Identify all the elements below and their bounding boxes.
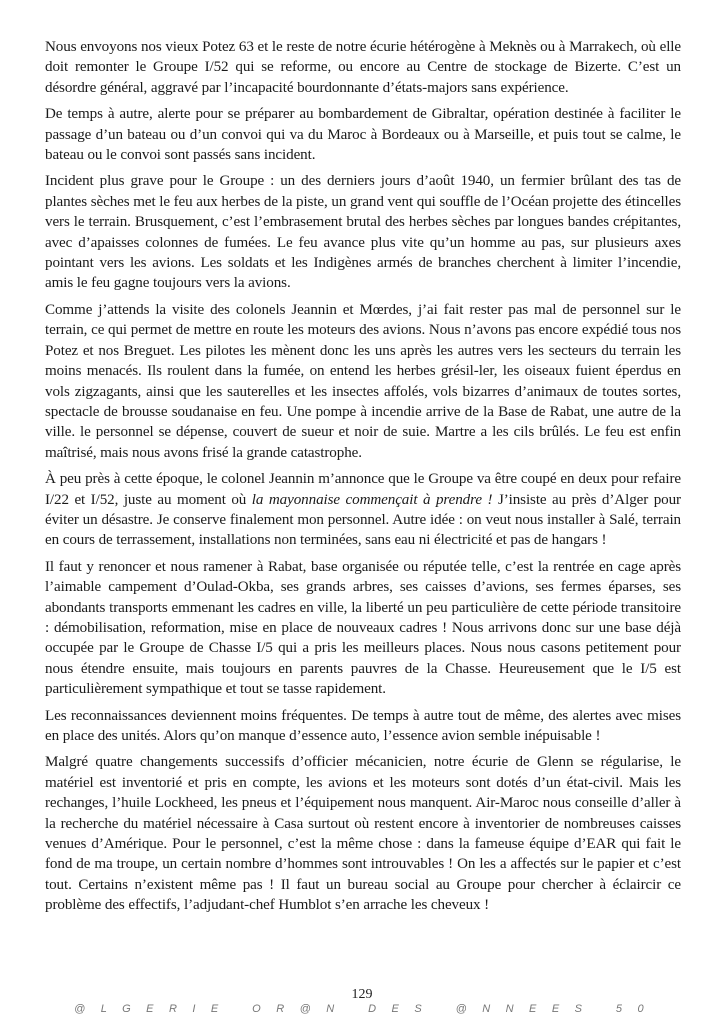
document-body: [45, 37, 681, 922]
footer-watermark: @ L G E R I E O R @ N D E S @ N N E E S 5 0: [74, 1003, 650, 1015]
paragraph-3: Incident plus grave pour le Groupe : un des derniers jours d’août 1940, un fermier brûlant des tas de plantes sèches met le feu aux herbes de la piste, un grand vent qui souffle de l’Océan projette des étincelles vers le terrain. Brusquement, c’est l’embrasement brutal des herbes sèches par longues bandes crépitantes, avec d’apaisses colonnes de fumées. Le feu avance plus vite qu’un homme au pas, sur plusieurs axes pointant vers les avions. Les soldats et les Indigènes armés de branches cherchent à limiter l’incendie, amis le feu gagne toujours vers la avions.: [45, 173, 681, 292]
paragraph-8: Malgré quatre changements successifs d’officier mécanicien, notre écurie de Glenn se régularise, le matériel est inventorié et pris en compte, les avions et les moteurs sont dotés d’un état-civil. Mais les rechanges, l’huile Lockheed, les pneus et l’équipement nous manquent. Air-Maroc nous conseille d’aller à la recherche du matériel nécessaire à Casa surtout où restent encore à inventorier de nombreuses caisses venues d’Amérique. Pour le personnel, c’est la même chose : dans la fameuse équipe d’EAR qui fait le fond de ma troupe, un certain nombre d’hommes sont introuvables ! On les a affectés sur le papier et c’est tout. Certains n’existent même pas ! Il faut un bureau social au Groupe pour chercher à éclaircir ce problème des effectifs, l’adjudant-chef Humblot s’en arrache les cheveux !: [45, 754, 681, 914]
paragraph-2: De temps à autre, alerte pour se préparer au bombardement de Gibraltar, opération destinée à faciliter le passage d’un bateau ou d’un convoi qui va du Maroc à Bordeaux ou à Marseille, et puis tout se calme, le bateau ou le convoi sont passés sans incident.: [45, 106, 681, 164]
paragraph-5-italic-quote: la mayonnaise commençait à prendre !: [251, 491, 493, 508]
paragraph-4: Comme j’attends la visite des colonels Jeannin et Mœrdes, j’ai fait rester pas mal de personnel sur le terrain, ce qui permet de mettre en route les moteurs des avions. Nous n’avons pas encore expédié tous nos Potez et nos Breguet. Les pilotes les mènent donc les uns après les autres vers les secteurs du terrain les moins menacés. Ils roulent dans la fumée, on entend les herbes grésil-ler, les oiseaux fuient éperdus en vols zigzagants, ainsi que les sauterelles et les insectes affolés, vols bizarres d’animaux de toutes sortes, spectacle de brousse soudanaise en feu. Une pompe à incendie arrive de la Base de Rabat, une autre de la ville. le personnel se dépense, couvert de sueur et noir de suie. Martre a les cils brûlés. Le feu est enfin maîtrisé, mais nous avons frisé la grande catastrophe.: [45, 301, 681, 461]
paragraph-1: Nous envoyons nos vieux Potez 63 et le reste de notre écurie hétérogène à Meknès ou à Marrakech, où elle doit remonter le Groupe I/52 qui se reforme, ou encore au Centre de stockage de Bizerte. C’est un désordre général, aggravé par l’incapacité bourdonnante d’états-majors sans expérience.: [45, 39, 681, 96]
page-number: 129: [351, 987, 373, 1002]
paragraph-5-text-after: J’insiste au près d’Alger pour éviter un désastre. Je conserve finalement mon personnel. Autre idée : on veut nous installer à Salé, terrain en cours de terrassement, installations non terminées, sans eau ni électricité et pas de hangars !: [45, 491, 681, 549]
paragraph-6: Il faut y renoncer et nous ramener à Rabat, base organisée ou réputée telle, c’est la rentrée en cage après l’aimable campement d’Oulad-Okba, ses grands arbres, ses caisses d’avions, ses fermes éparses, ses abondants transports emmenant les cadres en ville, la liberté un peu particulière de cette période transitoire : démobilisation, reformation, mise en place de nouveaux cadres ! Nous arrivons donc sur une base déjà occupée par le Groupe de Chasse I/5 qui a pris les meilleurs places. Nous nous casons petitement pour nous étendre ensuite, mais toujours en parents pauvres de la Chasse. Heureusement que le I/5 est particulièrement sympathique et tout se tasse rapidement.: [45, 558, 681, 698]
paragraph-5: [45, 469, 681, 551]
paragraph-5-text-before: À peu près à cette époque, le colonel Jeannin m’annonce que le Groupe va être coupé en deux pour refaire I/22 et I/52, juste au moment où: [45, 471, 681, 508]
paragraph-7: Les reconnaissances deviennent moins fréquentes. De temps à autre tout de même, des alertes avec mises en place des unités. Alors qu’on manque d’essence auto, l’essence avion semble inépuisable !: [45, 707, 681, 744]
